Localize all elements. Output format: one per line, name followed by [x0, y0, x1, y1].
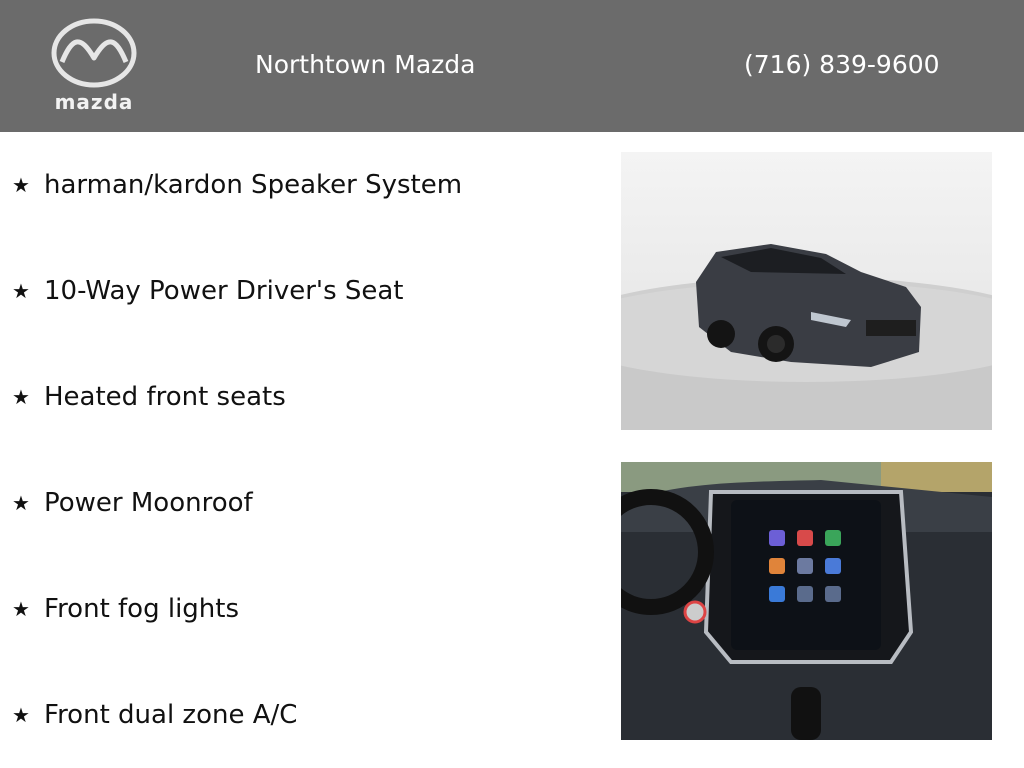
star-icon: ★ — [12, 491, 30, 515]
feature-label: harman/kardon Speaker System — [44, 170, 463, 200]
feature-label: 10-Way Power Driver's Seat — [44, 276, 404, 306]
list-item — [12, 377, 286, 417]
dealer-phone[interactable]: (716) 839-9600 — [744, 50, 940, 79]
star-icon: ★ — [12, 703, 30, 727]
star-icon: ★ — [12, 173, 30, 197]
vehicle-exterior-photo — [621, 152, 992, 430]
feature-label: Front fog lights — [44, 594, 240, 624]
dealer-header — [0, 0, 1024, 132]
feature-label: Front dual zone A/C — [44, 700, 298, 730]
list-item — [12, 589, 239, 629]
dealer-name: Northtown Mazda — [255, 50, 476, 79]
mazda-logo[interactable] — [40, 18, 148, 116]
feature-label: Power Moonroof — [44, 488, 253, 518]
list-item — [12, 483, 253, 523]
list-item — [12, 165, 462, 205]
vehicle-interior-photo — [621, 462, 992, 740]
mazda-wordmark: mazda — [54, 90, 134, 114]
feature-label: Heated front seats — [44, 382, 286, 412]
star-icon: ★ — [12, 279, 30, 303]
list-item — [12, 271, 404, 311]
list-item — [12, 695, 297, 735]
star-icon: ★ — [12, 597, 30, 621]
star-icon: ★ — [12, 385, 30, 409]
mazda-emblem-icon — [50, 18, 138, 88]
